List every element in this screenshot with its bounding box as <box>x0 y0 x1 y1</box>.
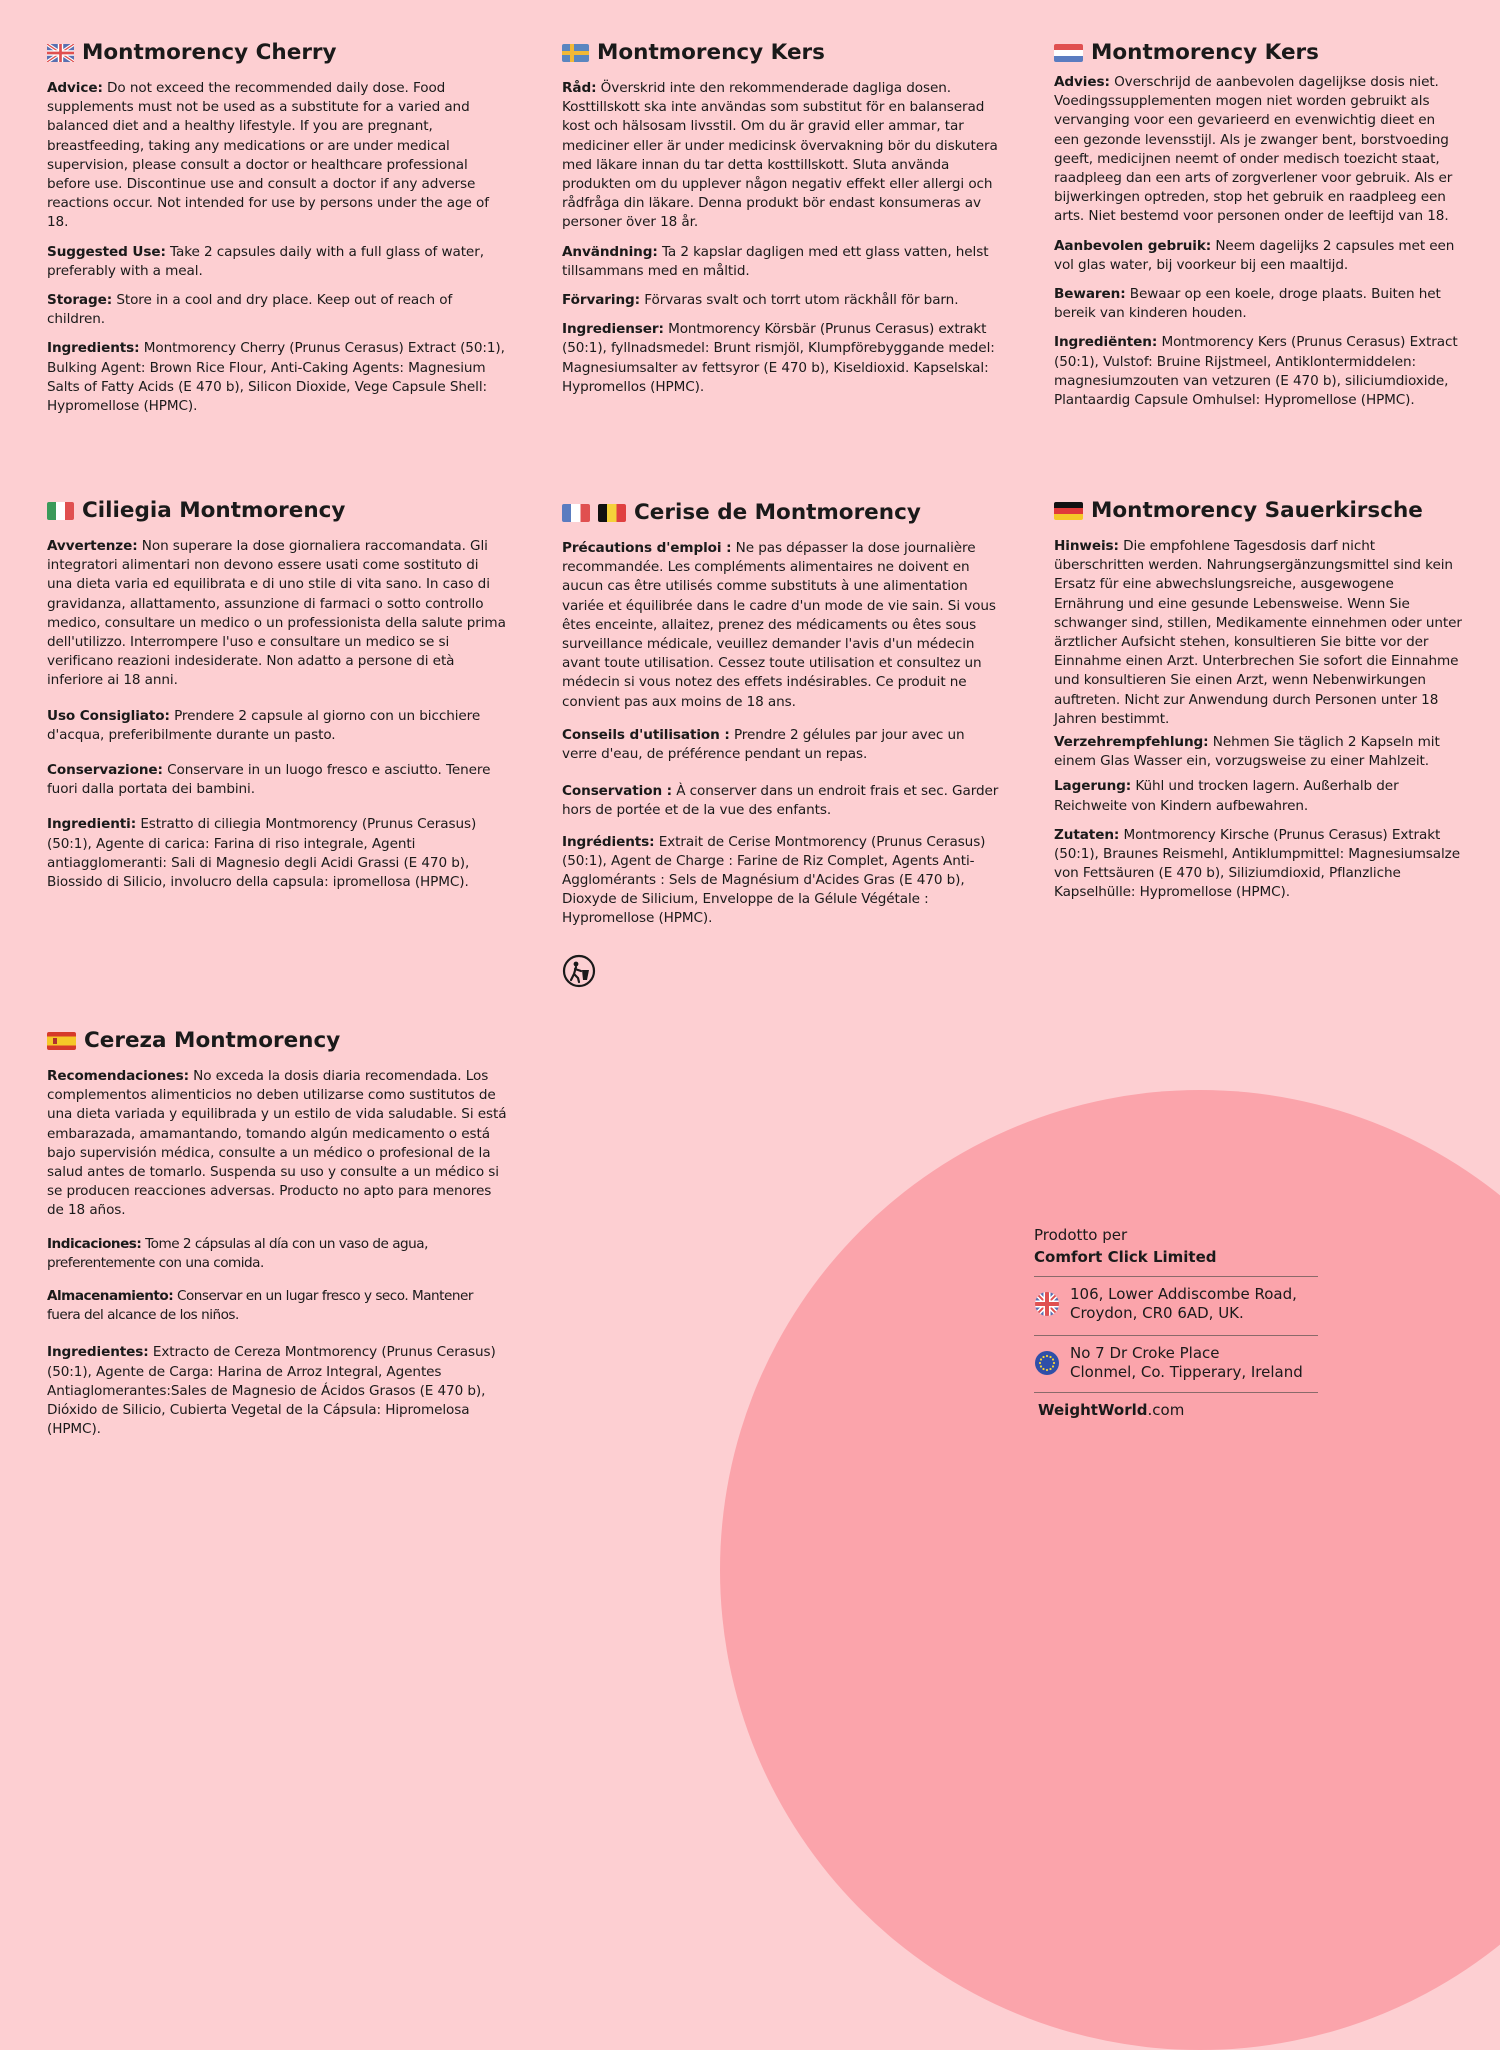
section-de <box>1054 498 1464 913</box>
ingredients-paragraph: Ingredientes: Extracto de Cereza Montmorency (Prunus Cerasus) (50:1), Agente de Carga: Harina de Arroz Integral, Agentes Antiaglomerantes:Sales de Magnesio de Ácidos Grasos (E 470 b), Dióxido de Silicio, Cubierta Vegetal de la Cápsula: Hipromelosa (HPMC). <box>47 1344 496 1438</box>
section-title: Montmorency Cherry <box>82 40 337 65</box>
section-header <box>47 498 507 523</box>
ingredients-paragraph: Ingredienti: Estratto di ciliegia Montmorency (Prunus Cerasus) (50:1), Agente di carica: Farina di riso integrale, Agenti antiagglomeranti: Sali di Magnesio degli Acidi Grassi (E 470 b), Biossido di Silicio, involucro della capsula: ipromellosa (HPMC). <box>47 816 477 891</box>
advice-paragraph: Précautions d'emploi : Ne pas dépasser la dose journalière recommandée. Les compléments alimentaires ne doivent en aucun cas être utilisés comme substituts à une alimentation variée et équilibrée dans le cadre d'un mode de vie sain. Si vous êtes enceinte, allaitez, prenez des médicaments ou êtes sous surveillance médicale, veuillez demander l'avis d'un médecin avant toute utilisation. Cessez toute utilisation et consultez un médecin si vous notez des effets indésirables. Ce produit ne convient pas aux moins de 18 ans. <box>562 540 996 710</box>
use-paragraph: Uso Consigliato: Prendere 2 capsule al giorno con un bicchiere d'acqua, preferibilmente durante un pasto. <box>47 707 481 743</box>
section-en <box>47 40 507 426</box>
advice-paragraph: Råd: Överskrid inte den rekommenderade dagliga dosen. Kosttillskott ska inte användas som substitut för en balanserad kost och hälsosam livsstil. Om du är gravid eller ammar, tar mediciner eller är under medicinsk övervakning bör du diskutera med läkare innan du tar detta kosttillskott. Sluta använda produkten om du upplever någon negativ effekt eller allergi och rådfråga din läkare. Denna produkt bör endast konsumeras av personer över 18 år. <box>562 80 998 231</box>
section-title: Montmorency Sauerkirsche <box>1091 498 1423 523</box>
section-title: Cerise de Montmorency <box>634 500 921 525</box>
section-header <box>1054 40 1459 65</box>
section-header <box>562 500 1002 525</box>
divider <box>1034 1392 1318 1393</box>
advice-paragraph: Avvertenze: Non superare la dose giornaliera raccomandata. Gli integratori alimentari non devono essere usati come sostituto di una dieta varia ed equilibrata e di uno stile di vita sano. In caso di gravidanza, allattamento, assunzione di farmaci o sotto controllo medico, consultare un medico o un professionista della salute prima dell'utilizzo. Interrompere l'uso e consultare un medico se si verificano reazioni indesiderate. Non adatto a persone di età inferiore ai 18 anni. <box>47 538 506 689</box>
sweden-flag-icon <box>562 44 589 62</box>
storage-paragraph: Bewaren: Bewaar op een koele, droge plaats. Buiten het bereik van kinderen houden. <box>1054 286 1441 322</box>
uk-flag-icon <box>1034 1291 1060 1317</box>
use-paragraph: Verzehrempfehlung: Nehmen Sie täglich 2 Kapseln mit einem Glas Wasser ein, vorzugsweise zu einer Mahlzeit. <box>1054 734 1440 770</box>
divider <box>1034 1335 1318 1336</box>
advice-paragraph: Recomendaciones: No exceda la dosis diaria recomendada. Los complementos alimenticios no deben utilizarse como sustitutos de una dieta variada y equilibrada y un estilo de vida saludable. Si está embarazada, amamantando, tomando algún medicamento o está bajo supervisión médica, consulte a un médico o profesional de la salud antes de tomarlo. Suspenda su uso y consulte a un médico si se producen reacciones adversas. Producto no apto para menores de 18 años. <box>47 1068 507 1219</box>
uk-flag-icon <box>47 44 74 62</box>
section-header <box>562 40 1002 65</box>
use-paragraph: Användning: Ta 2 kapslar dagligen med ett glass vatten, helst tillsammans med en måltid. <box>562 243 989 279</box>
eu-flag-icon <box>1034 1350 1060 1376</box>
uk-address-line-1: 106, Lower Addiscombe Road, <box>1070 1285 1297 1303</box>
ingredients-paragraph: Ingredients: Montmorency Cherry (Prunus Cerasus) Extract (50:1), Bulking Agent: Brown Rice Flour, Anti-Caking Agents: Magnesium Salts of Fatty Acids (E 470 b), Silicon Dioxide, Vege Capsule Shell: Hypromellose (HPMC). <box>47 340 505 415</box>
storage-paragraph: Storage: Store in a cool and dry place. Keep out of reach of children. <box>47 292 453 328</box>
use-paragraph: Aanbevolen gebruik: Neem dagelijks 2 capsules met een vol glas water, bij voorkeur bij een maaltijd. <box>1054 237 1455 273</box>
netherlands-flag-icon <box>1054 44 1083 62</box>
eu-address-line-2: Clonmel, Co. Tipperary, Ireland <box>1070 1363 1303 1381</box>
company-name: Comfort Click Limited <box>1034 1248 1217 1266</box>
uk-address <box>1034 1285 1318 1323</box>
section-es <box>47 1028 507 1449</box>
produced-by-label: Prodotto per <box>1034 1226 1128 1244</box>
eu-address <box>1034 1344 1318 1382</box>
section-title: Ciliegia Montmorency <box>82 498 346 523</box>
advice-paragraph: Advice: Do not exceed the recommended daily dose. Food supplements must not be used as a substitute for a varied and balanced diet and a healthy lifestyle. If you are pregnant, breastfeeding, taking any medications or are under medical supervision, please consult a doctor or healthcare professional before use. Discontinue use and consult a doctor if any adverse reactions occur. Not intended for use by persons under the age of 18. <box>47 80 489 231</box>
recycle-sort-icon <box>562 954 596 988</box>
section-header <box>47 40 507 65</box>
section-header <box>47 1028 507 1053</box>
ingredients-paragraph: Zutaten: Montmorency Kirsche (Prunus Cerasus) Extrakt (50:1), Braunes Reismehl, Antiklumpmittel: Magnesiumsalze von Fettsäuren (E 470 b), Siliziumdioxid, Pflanzliche Kapselhülle: Hypromellose (HPMC). <box>1054 826 1460 901</box>
eu-address-line-1: No 7 Dr Croke Place <box>1070 1344 1220 1362</box>
section-sv <box>562 40 1002 407</box>
ingredients-paragraph: Ingrediënten: Montmorency Kers (Prunus Cerasus) Extract (50:1), Vulstof: Bruine Rijstmeel, Antiklontermiddelen: magnesiumzouten van vetzuren (E 470 b), siliciumdioxide, Plantaardig Capsule Omhulsel: Hypromellose (HPMC). <box>1054 334 1458 409</box>
storage-paragraph: Förvaring: Förvaras svalt och torrt utom räckhåll för barn. <box>562 292 959 309</box>
section-title: Montmorency Kers <box>1091 40 1319 65</box>
germany-flag-icon <box>1054 502 1083 520</box>
manufacturer-footer <box>1034 1224 1318 1419</box>
brand-name: WeightWorld.com <box>1038 1401 1185 1419</box>
advice-paragraph: Hinweis: Die empfohlene Tagesdosis darf nicht überschritten werden. Nahrungsergänzungsmittel sind kein Ersatz für eine abwechslungsreiche, ausgewogene Ernährung und eine gesunde Lebensweise. Wenn Sie schwanger sind, stillen, Medikamente einnehmen oder unter ärztlicher Aufsicht stehen, konsultieren Sie bitte vor der Einnahme einen Arzt. Unterbrechen Sie sofort die Einnahme und konsultieren Sie einen Arzt, wenn Nebenwirkungen auftreten. Nicht zur Anwendung durch Personen unter 18 Jahren bestimmt. <box>1054 538 1462 727</box>
section-it <box>47 498 507 902</box>
ingredients-paragraph: Ingrédients: Extrait de Cerise Montmorency (Prunus Cerasus) (50:1), Agent de Charge : Farine de Riz Complet, Agents Anti-Agglomérants : Sels de Magnésium d'Acides Gras (E 470 b), Dioxyde de Silicium, Enveloppe de la Gélule Végétale : Hypromellose (HPMC). <box>562 833 986 927</box>
storage-paragraph: Almacenamiento: Conservar en un lugar fresco y seco. Mantener fuera del alcance de los niños. <box>47 1288 473 1324</box>
uk-address-line-2: Croydon, CR0 6AD, UK. <box>1070 1304 1244 1322</box>
belgium-flag-icon <box>598 504 626 522</box>
storage-paragraph: Conservation : À conserver dans un endroit frais et sec. Garder hors de portée et de la vue des enfants. <box>562 783 999 819</box>
storage-paragraph: Lagerung: Kühl und trocken lagern. Außerhalb der Reichweite von Kindern aufbewahren. <box>1054 778 1399 814</box>
use-paragraph: Suggested Use: Take 2 capsules daily with a full glass of water, preferably with a meal. <box>47 243 484 279</box>
italy-flag-icon <box>47 502 74 520</box>
advice-paragraph: Advies: Overschrijd de aanbevolen dagelijkse dosis niet. Voedingssupplementen mogen niet worden gebruikt als vervanging voor een gevarieerd en evenwichtig dieet en een gezonde levensstijl. Als je zwanger bent, borstvoeding geeft, medicijnen neemt of onder medisch toezicht staat, raadpleeg dan een arts of zorgverlener voor gebruik. Als er bijwerkingen optreden, stop het gebruik en raadpleeg een arts. Niet bestemd voor personen onder de leeftijd van 18. <box>1054 74 1453 225</box>
section-title: Montmorency Kers <box>597 40 825 65</box>
use-paragraph: Conseils d'utilisation : Prendre 2 gélules par jour avec un verre d'eau, de préférence pendant un repas. <box>562 726 965 763</box>
section-header <box>1054 498 1464 523</box>
use-paragraph: Indicaciones: Tome 2 cápsulas al día con un vaso de agua, preferentemente con una comida. <box>47 1235 428 1271</box>
section-title: Cereza Montmorency <box>84 1028 341 1053</box>
storage-paragraph: Conservazione: Conservare in un luogo fresco e asciutto. Tenere fuori dalla portata dei bambini. <box>47 762 491 798</box>
spain-flag-icon <box>47 1032 76 1050</box>
section-fr <box>562 500 1002 939</box>
france-flag-icon <box>562 504 590 522</box>
divider <box>1034 1276 1318 1277</box>
ingredients-paragraph: Ingredienser: Montmorency Körsbär (Prunus Cerasus) extrakt (50:1), fyllnadsmedel: Brunt rismjöl, Klumpförebyggande medel: Magnesiumsalter av fettsyror (E 470 b), Kiseldioxid. Kapselskal: Hypromellos (HPMC). <box>562 321 995 395</box>
section-nl <box>1054 40 1459 420</box>
